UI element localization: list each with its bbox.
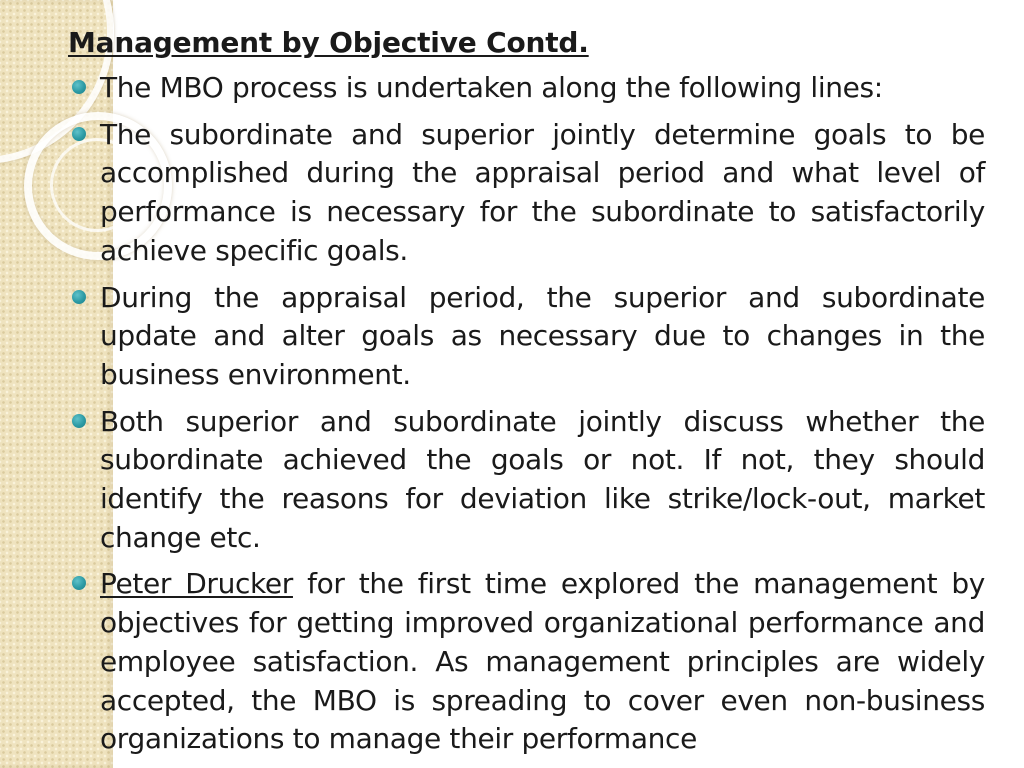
slide-title: Management by Objective Contd. xyxy=(68,26,589,59)
bullet-text: The MBO process is undertaken along the following lines: xyxy=(100,71,883,104)
bullet-dot-icon xyxy=(72,80,86,94)
bullet-list xyxy=(68,69,985,767)
bullet-item xyxy=(68,565,985,759)
bullet-text: Both superior and subordinate jointly discuss whether the subordinate achieved the goals or not. If not, they should identify the reasons for deviation like strike/lock-out, market change etc. xyxy=(100,404,985,554)
bullet-text: The subordinate and superior jointly determine goals to be accomplished during the appraisal period and what level of performance is necessary for the subordinate to satisfactorily achieve specific goals. xyxy=(100,117,985,267)
bullet-dot-icon xyxy=(72,576,86,590)
bullet-dot-icon xyxy=(72,127,86,141)
bullet-dot-icon xyxy=(72,414,86,428)
bullet-item xyxy=(68,116,985,271)
bullet-text: During the appraisal period, the superior and subordinate update and alter goals as necessary due to changes in the business environment. xyxy=(100,280,985,391)
bullet-dot-icon xyxy=(72,290,86,304)
bullet-text: for the first time explored the management by objectives for getting improved organizational performance and employee satisfaction. As management principles are widely accepted, the MBO is spreading to cover even non-business organizations to manage their performance xyxy=(100,567,985,756)
peter-drucker-link[interactable]: Peter Drucker xyxy=(100,567,293,601)
bullet-item xyxy=(68,279,985,395)
bullet-item xyxy=(68,69,985,108)
bullet-item xyxy=(68,403,985,558)
